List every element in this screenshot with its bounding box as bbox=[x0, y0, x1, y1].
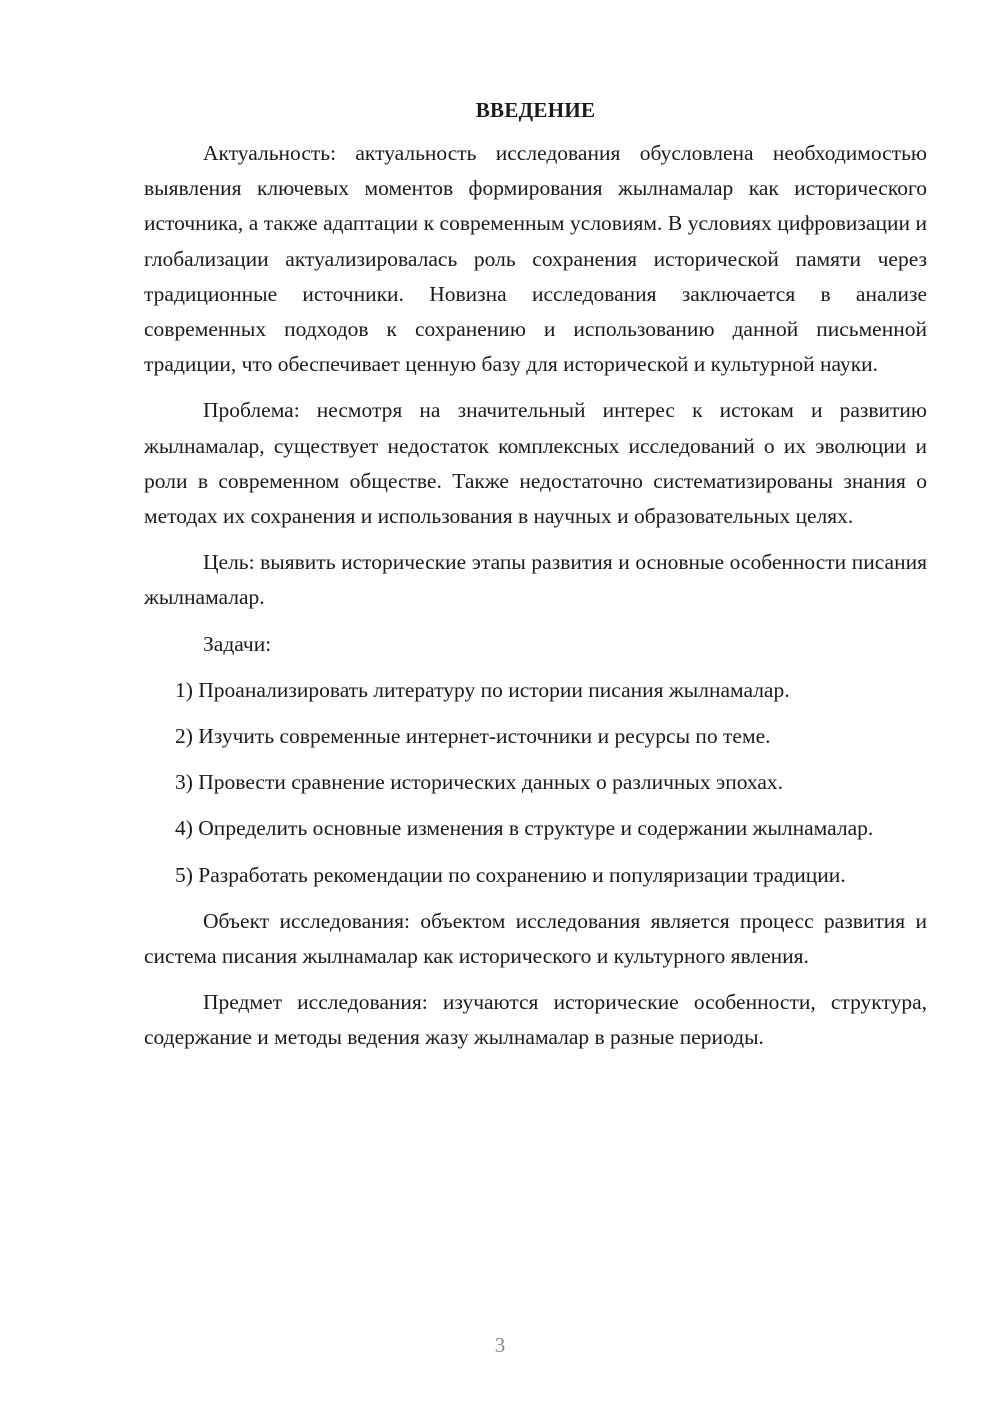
document-page bbox=[144, 96, 927, 1056]
task-item-2: 2) Изучить современные интернет-источники и ресурсы по теме. bbox=[175, 724, 771, 749]
page-number: 3 bbox=[494, 1333, 506, 1357]
problem-paragraph: Проблема: несмотря на значительный интерес к истокам и развитию жылнамалар, существует недостаток комплексных исследований о их эволюции и роли в современном обществе. Также недостаточно систематизированы знания о методах их сохранения и использования в научных и образовательных целях. bbox=[144, 398, 927, 529]
task-item-5: 5) Разработать рекомендации по сохранению и популяризации традиции. bbox=[175, 862, 846, 887]
task-item-4: 4) Определить основные изменения в структуре и содержании жылнамалар. bbox=[175, 816, 874, 841]
task-item-3: 3) Провести сравнение исторических данных о различных эпохах. bbox=[175, 770, 784, 795]
tasks-heading: Задачи: bbox=[203, 631, 272, 656]
task-item-1: 1) Проанализировать литературу по истории писания жылнамалар. bbox=[175, 677, 790, 702]
subject-paragraph: Предмет исследования: изучаются исторические особенности, структура, содержание и методы ведения жазу жылнамалар в разные периоды. bbox=[144, 990, 927, 1050]
object-paragraph: Объект исследования: объектом исследования является процесс развития и система писания жылнамалар как исторического и культурного явления. bbox=[144, 908, 927, 969]
goal-paragraph: Цель: выявить исторические этапы развития и основные особенности писания жылнамалар. bbox=[144, 550, 927, 610]
section-heading: ВВЕДЕНИЕ bbox=[475, 98, 596, 122]
relevance-paragraph: Актуальность: актуальность исследования обусловлена необходимостью выявления ключевых моментов формирования жылнамалар как исторического источника, а также адаптации к современным условиям. В условиях цифровизации и глобализации актуализировалась роль сохранения исторической памяти через традиционные источники. Новизна исследования заключается в анализе современных подходов к сохранению и использованию данной письменной традиции, что обеспечивает ценную базу для исторической и культурной науки. bbox=[144, 141, 927, 377]
